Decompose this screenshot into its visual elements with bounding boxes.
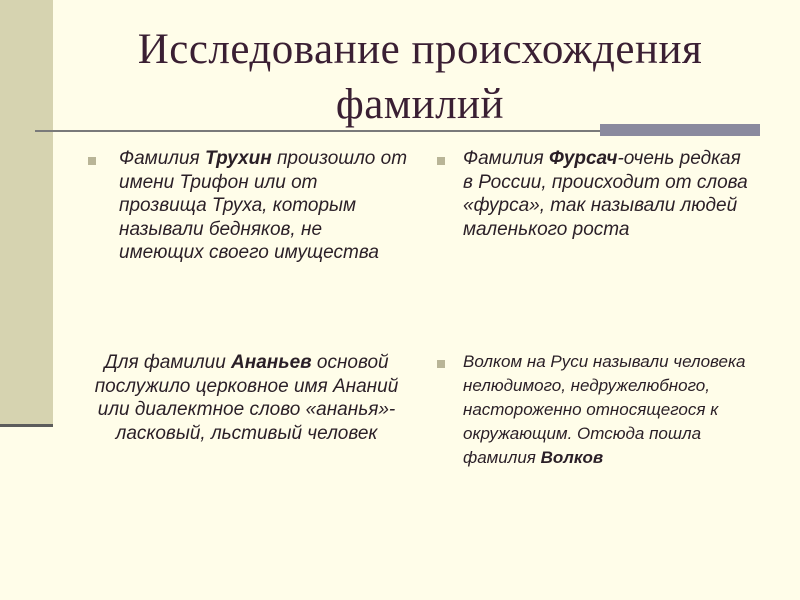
block-truhin-text: произошло от имени Трифон или от прозвища Труха, которым называли бедняков, не имеющих своего имущества [119, 148, 408, 263]
bullet-marker-truhin [88, 157, 96, 165]
block-truhin-prefix: Фамилия [119, 148, 205, 169]
block-fursach [463, 147, 753, 241]
left-band-divider [0, 424, 53, 427]
slide-title-line-1: Исследование происхождения [137, 26, 703, 73]
block-ananiev [84, 351, 409, 445]
block-volkov-text: Волком на Руси называли человека нелюдимого, недружелюбного, настороженно относящегося к окружающим. Отсюда пошла фамилия [463, 352, 746, 467]
surname-fursach: Фурсач [548, 148, 618, 169]
block-truhin [119, 147, 409, 265]
block-volkov [463, 350, 763, 470]
block-ananiev-prefix: Для фамилии [104, 352, 232, 373]
bullet-marker-fursach [437, 157, 445, 165]
left-decorative-band [0, 0, 53, 424]
surname-truhin: Трухин [204, 148, 272, 169]
slide-title-line-2: фамилий [335, 81, 505, 128]
title-underline [35, 130, 600, 132]
surname-ananiev: Ананьев [231, 352, 312, 373]
surname-volkov: Волков [540, 448, 604, 467]
slide-title [70, 22, 770, 132]
bullet-marker-volkov [437, 360, 445, 368]
title-accent-bar [600, 124, 760, 136]
block-fursach-prefix: Фамилия [463, 148, 549, 169]
block-ananiev-text: основой послужило церковное имя Ананий или диалектное слово «ананья»-ласковый, льстивый человек [94, 352, 399, 444]
block-fursach-text: -очень редкая в России, происходит от слова «фурса», так называли людей маленького роста [463, 148, 748, 240]
